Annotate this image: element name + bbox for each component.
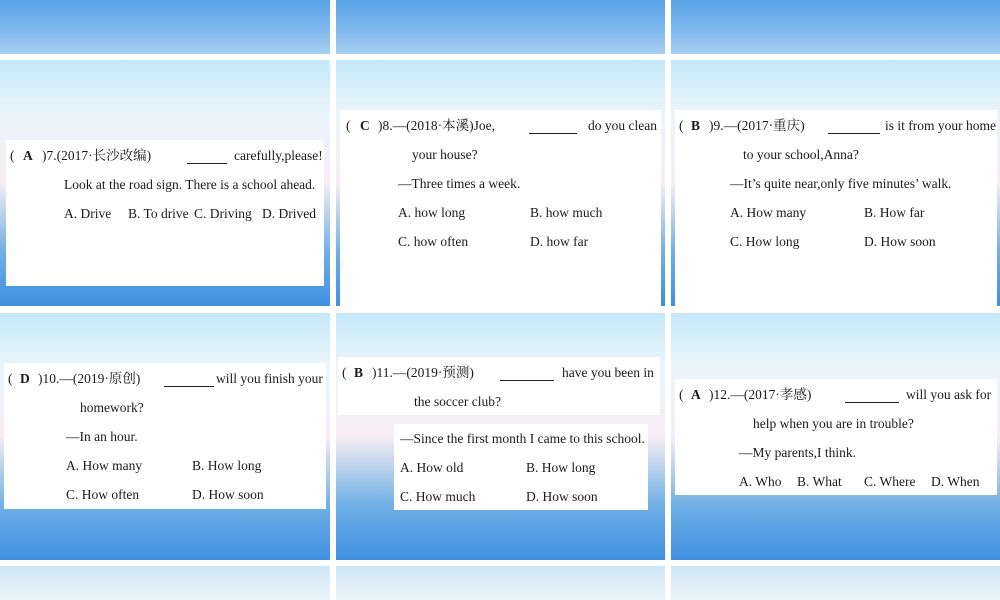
slide-thumbnail-top-middle[interactable]	[336, 0, 665, 54]
question-number: )8.—(2018·本溪)Joe,	[378, 118, 495, 133]
option-d[interactable]: D. How soon	[192, 487, 264, 502]
slide-thumbnail-q9[interactable]	[671, 60, 1000, 306]
option-d[interactable]: D. How soon	[526, 489, 598, 504]
question-number: )11.—(2019·预测)	[372, 365, 474, 380]
option-d[interactable]: D. How soon	[864, 234, 936, 249]
question-card-q11-bottom	[394, 424, 648, 510]
question-card-q9: ( B )9.—(2017·重庆) is it from your home to your school,Anna? —It’s quite near,only five minutes’ walk. A. How many B. How far C. How long D. How soon	[675, 110, 997, 312]
option-a[interactable]: A. Drive	[64, 206, 112, 221]
option-d[interactable]: D. When	[931, 474, 980, 489]
answer-letter: A	[691, 387, 701, 402]
option-b[interactable]: B. how much	[530, 205, 603, 220]
option-c[interactable]: C. How much	[400, 489, 476, 504]
option-b[interactable]: B. How long	[526, 460, 596, 475]
answer-blank[interactable]	[529, 117, 577, 134]
response-text: —My parents,I think.	[739, 445, 856, 460]
response-text: —It’s quite near,only five minutes’ walk.	[730, 176, 952, 191]
option-a[interactable]: A. How many	[730, 205, 807, 220]
answer-letter: B	[691, 118, 701, 133]
slide-thumbnail-q10[interactable]	[0, 313, 330, 560]
answer-blank[interactable]	[500, 364, 554, 381]
option-a[interactable]: A. How many	[66, 458, 143, 473]
option-c[interactable]: C. Driving	[194, 206, 252, 221]
answer-letter: C	[360, 118, 370, 133]
slide-thumbnail-q8[interactable]	[336, 60, 665, 306]
option-c[interactable]: C. how often	[398, 234, 469, 249]
option-c[interactable]: C. How often	[66, 487, 140, 502]
question-card-q7: ( A )7.(2017·长沙改编) carefully,please! Look at the road sign. There is a school ahead. A. Drive B. To drive C. Driving D. Drived	[6, 140, 324, 286]
slide-thumbnail-bottom-left[interactable]	[0, 566, 330, 600]
option-b[interactable]: B. How long	[192, 458, 262, 473]
slide-thumbnail-q7[interactable]	[0, 60, 330, 306]
slide-thumbnail-top-left[interactable]	[0, 0, 330, 54]
option-d[interactable]: D. how far	[530, 234, 589, 249]
option-b[interactable]: B. What	[797, 474, 842, 489]
response-text: —Three times a week.	[398, 176, 521, 191]
option-b[interactable]: B. To drive	[128, 206, 189, 221]
answer-blank[interactable]	[187, 147, 227, 164]
response-text: —Since the first month I came to this school.	[400, 431, 645, 446]
option-d[interactable]: D. Drived	[262, 206, 316, 221]
slide-thumbnail-bottom-middle[interactable]	[336, 566, 665, 600]
option-a[interactable]: A. how long	[398, 205, 466, 220]
question-number: )10.—(2019·原创)	[38, 371, 141, 386]
slide-thumbnail-bottom-right[interactable]	[671, 566, 1000, 600]
option-a[interactable]: A. How old	[400, 460, 464, 475]
question-number: )7.(2017·长沙改编)	[42, 148, 152, 163]
answer-blank[interactable]	[164, 370, 214, 387]
question-text: help when you are in trouble?	[753, 416, 914, 431]
question-text: your house?	[412, 147, 478, 162]
question-number: )9.—(2017·重庆)	[709, 118, 805, 133]
question-text: to your school,Anna?	[743, 147, 859, 162]
question-card-q8: ( C )8.—(2018·本溪)Joe, do you clean your house? —Three times a week. A. how long B. how much C. how often D. how far	[340, 110, 661, 312]
option-c[interactable]: C. Where	[864, 474, 916, 489]
question-number: )12.—(2017·孝感)	[709, 387, 812, 402]
question-card-q10: ( D )10.—(2019·原创) will you finish your homework? —In an hour. A. How many B. How long C. How often D. How soon	[4, 363, 326, 509]
question-text: homework?	[80, 400, 144, 415]
slide-thumbnail-top-right[interactable]	[671, 0, 1000, 54]
question-text: the soccer club?	[414, 394, 501, 409]
option-b[interactable]: B. How far	[864, 205, 925, 220]
answer-blank[interactable]	[845, 386, 899, 403]
question-card-q12: ( A )12.—(2017·孝感) will you ask for help when you are in trouble? —My parents,I think. A. Who B. What C. Where D. When	[675, 379, 997, 495]
slide-thumbnail-q12[interactable]	[671, 313, 1000, 560]
option-c[interactable]: C. How long	[730, 234, 800, 249]
question-text: Look at the road sign. There is a school ahead.	[64, 177, 316, 192]
answer-blank[interactable]	[828, 117, 880, 134]
answer-letter: B	[354, 365, 364, 380]
response-text: —In an hour.	[66, 429, 138, 444]
answer-letter: D	[20, 371, 30, 386]
slide-thumbnail-q11[interactable]	[336, 313, 665, 560]
answer-letter: A	[23, 148, 33, 163]
question-card-q11-top: ( B )11.—(2019·预测) have you been in the soccer club?	[338, 357, 660, 415]
option-a[interactable]: A. Who	[739, 474, 782, 489]
